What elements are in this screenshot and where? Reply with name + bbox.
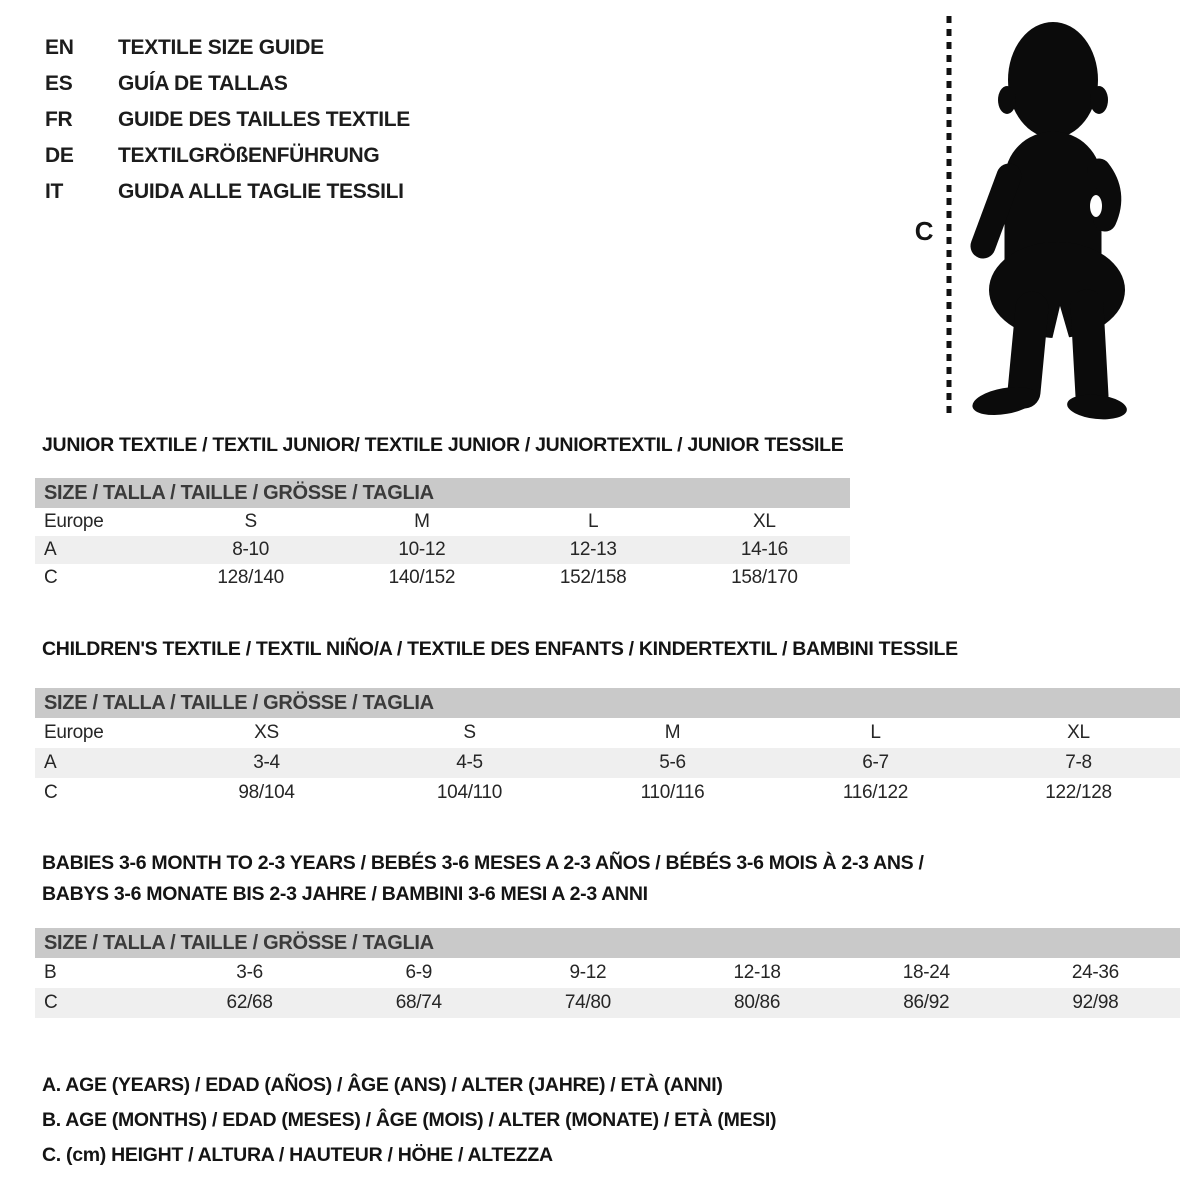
language-code: ES (45, 72, 73, 95)
table-cell: 158/170 (731, 567, 798, 588)
size-header-bar: SIZE / TALLA / TAILLE / GRÖSSE / TAGLIA (35, 928, 1180, 958)
row-label: A (44, 539, 57, 560)
row-label: C (44, 782, 58, 803)
childrens-textile-section (35, 638, 1180, 808)
guide-title: TEXTILGRÖßENFÜHRUNG (118, 144, 380, 167)
table-row (35, 564, 850, 592)
table-row (35, 988, 1180, 1018)
table-cell: S (244, 511, 257, 532)
guide-title: GUIDA ALLE TAGLIE TESSILI (118, 180, 404, 203)
table-cell: 110/116 (640, 782, 705, 803)
table-cell: 12-18 (733, 962, 781, 983)
junior-textile-section (35, 434, 850, 592)
language-code: IT (45, 180, 64, 203)
height-measure-figure (893, 8, 1153, 423)
table-cell: 3-6 (236, 962, 263, 983)
table-row (35, 748, 1180, 778)
guide-title: GUIDE DES TAILLES TEXTILE (118, 108, 410, 131)
table-cell: 6-7 (862, 752, 889, 773)
table-cell: 122/128 (1045, 782, 1112, 803)
table-cell: 152/158 (559, 567, 627, 588)
table-cell: 5-6 (659, 752, 686, 773)
section-title-line1: BABIES 3-6 MONTH TO 2-3 YEARS / BEBÉS 3-6 MESES A 2-3 AÑOS / BÉBÉS 3-6 MOIS À 2-3 ANS / (42, 852, 924, 874)
row-label: C (44, 567, 58, 588)
table-cell: 104/110 (436, 782, 503, 803)
table-cell: 92/98 (1072, 992, 1119, 1013)
table-cell: L (587, 511, 599, 532)
legend-line-b: B. AGE (MONTHS) / EDAD (MESES) / ÂGE (MOIS) / ALTER (MONATE) / ETÀ (MESI) (42, 1109, 777, 1131)
legend-line-c: C. (cm) HEIGHT / ALTURA / HAUTEUR / HÖHE / ALTEZZA (42, 1144, 553, 1166)
table-cell: XL (753, 511, 776, 532)
language-code: DE (45, 144, 74, 167)
table-cell: S (463, 722, 476, 743)
language-code: FR (45, 108, 73, 131)
language-row (45, 66, 410, 102)
table-row (35, 958, 1180, 988)
section-title: JUNIOR TEXTILE / TEXTIL JUNIOR/ TEXTILE JUNIOR / JUNIORTEXTIL / JUNIOR TESSILE (42, 434, 844, 456)
table-cell: 12-13 (569, 539, 617, 560)
legend-line-a: A. AGE (YEARS) / EDAD (AÑOS) / ÂGE (ANS) / ALTER (JAHRE) / ETÀ (ANNI) (42, 1074, 723, 1096)
section-title-line2: BABYS 3-6 MONATE BIS 2-3 JAHRE / BAMBINI 3-6 MESI A 2-3 ANNI (42, 883, 648, 905)
table-cell: 128/140 (217, 567, 284, 588)
language-row (45, 102, 410, 138)
table-row (35, 536, 850, 564)
row-label: Europe (44, 722, 104, 743)
section-title (35, 848, 1180, 910)
table-cell: 9-12 (569, 962, 607, 983)
table-cell: 3-4 (253, 752, 280, 773)
row-label: B (44, 962, 57, 983)
size-header-bar: SIZE / TALLA / TAILLE / GRÖSSE / TAGLIA (35, 478, 850, 508)
table-cell: XL (1067, 722, 1090, 743)
size-header-bar: SIZE / TALLA / TAILLE / GRÖSSE / TAGLIA (35, 688, 1180, 718)
language-row (45, 138, 410, 174)
table-cell: 116/122 (842, 782, 909, 803)
toddler-silhouette-icon (893, 8, 1153, 423)
table-cell: 24-36 (1071, 962, 1119, 983)
table-row (35, 778, 1180, 808)
table-cell: L (870, 722, 881, 743)
language-row (45, 30, 410, 66)
language-code: EN (45, 36, 74, 59)
row-label: C (44, 992, 58, 1013)
table-cell: 7-8 (1065, 752, 1092, 773)
table-cell: 18-24 (902, 962, 950, 983)
table-cell: 80/86 (734, 992, 781, 1013)
table-cell: 8-10 (232, 539, 270, 560)
table-cell: M (414, 511, 430, 532)
table-cell: 68/74 (395, 992, 442, 1013)
language-row (45, 174, 410, 210)
language-title-list (45, 30, 410, 210)
table-cell: 98/104 (238, 782, 295, 803)
table-cell: 140/152 (388, 567, 456, 588)
row-label: Europe (44, 511, 104, 532)
height-measure-label: C (914, 216, 934, 246)
table-cell: M (664, 722, 681, 743)
row-label: A (44, 752, 57, 773)
guide-title: GUÍA DE TALLAS (118, 72, 288, 95)
table-cell: XS (254, 722, 279, 743)
table-row (35, 718, 1180, 748)
table-cell: 86/92 (903, 992, 950, 1013)
table-cell: 14-16 (740, 539, 788, 560)
table-cell: 62/68 (226, 992, 273, 1013)
guide-title: TEXTILE SIZE GUIDE (118, 36, 324, 59)
table-cell: 4-5 (456, 752, 483, 773)
table-row (35, 508, 850, 536)
legend (42, 1068, 776, 1173)
babies-section (35, 848, 1180, 1018)
table-cell: 10-12 (398, 539, 446, 560)
section-title: CHILDREN'S TEXTILE / TEXTIL NIÑO/A / TEXTILE DES ENFANTS / KINDERTEXTIL / BAMBINI TESSILE (42, 638, 958, 660)
table-cell: 74/80 (564, 992, 611, 1013)
table-cell: 6-9 (405, 962, 433, 983)
